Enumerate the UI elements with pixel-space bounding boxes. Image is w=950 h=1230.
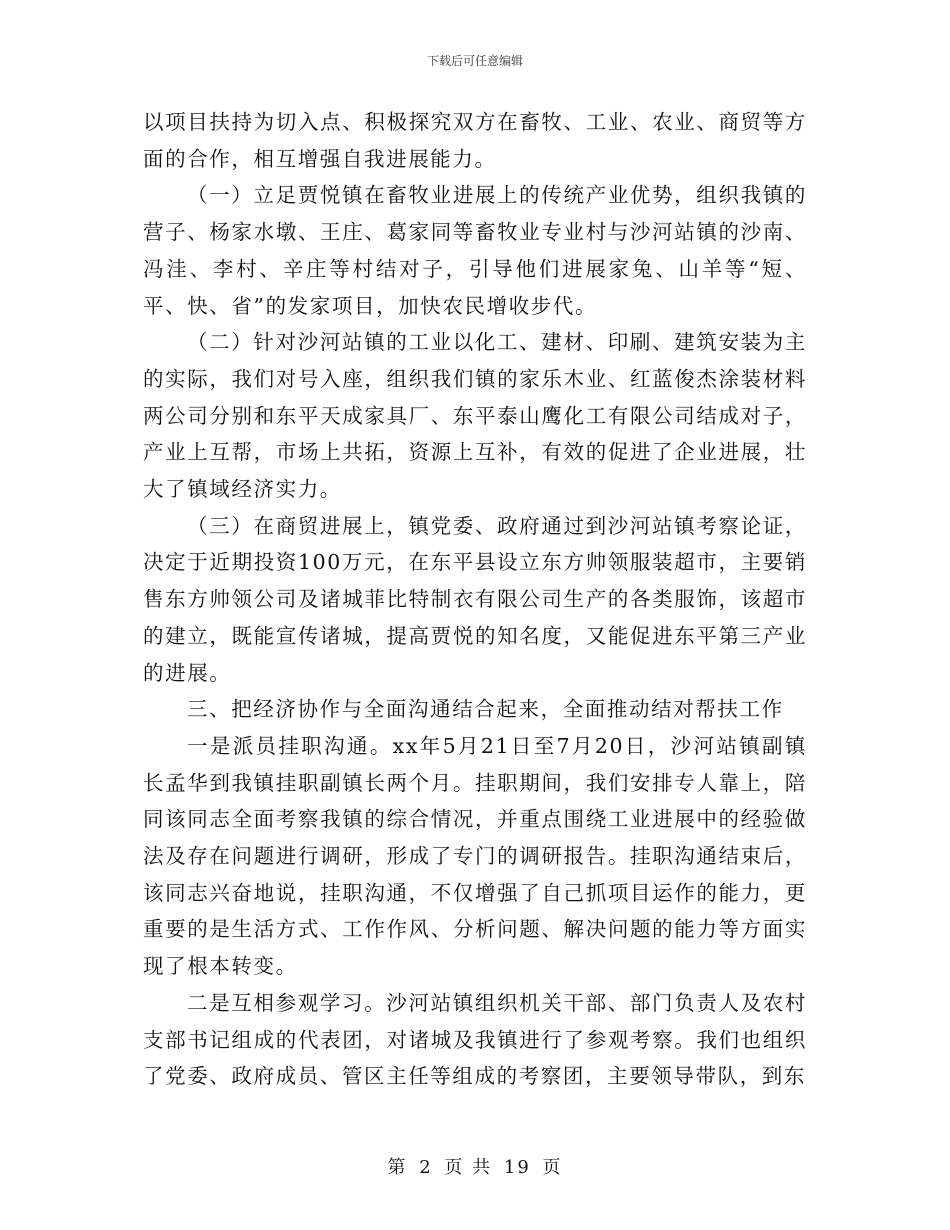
- footer-suffix: 页: [542, 1157, 563, 1178]
- footer-middle: 页 共: [444, 1157, 493, 1178]
- footer-prefix: 第: [387, 1157, 408, 1178]
- paragraph-secondment: 一是派员挂职沟通。xx年5月21日至7月20日，沙河站镇副镇长孟华到我镇挂职副镇长两个月。挂职期间，我们安排专人靠上，陪同该同志全面考察我镇的综合情况，并重点围绕工业进展中的经验做法及存在问题进行调研，形成了专门的调研报告。挂职沟通结束后，该同志兴奋地说，挂职沟通，不仅增强了自己抓项目运作的能力，更重要的是生活方式、工作作风、分析问题、解决问题的能力等方面实现了根本转变。: [143, 733, 807, 979]
- document-body: [143, 104, 807, 1095]
- total-pages: 19: [503, 1157, 531, 1178]
- paragraph-item-3: （三）在商贸进展上，镇党委、政府通过到沙河站镇考察论证，决定于近期投资100万元，在东平县设立东方帅领服装超市，主要销售东方帅领公司及诸城菲比特制衣有限公司生产的各类服饰，该超市的建立，既能宣传诸城，提高贾悦的知名度，又能促进东平第三产业的进展。: [143, 513, 807, 685]
- section-heading-3: 三、把经济协作与全面沟通结合起来，全面推动结对帮扶工作: [187, 697, 784, 722]
- paragraph-intro: 以项目扶持为切入点、积极探究双方在畜牧、工业、农业、商贸等方面的合作，相互增强自我进展能力。: [143, 110, 807, 171]
- paragraph-item-2: （二）针对沙河站镇的工业以化工、建材、印刷、建筑安装为主的实际，我们对号入座，组织我们镇的家乐木业、红蓝俊杰涂装材料两公司分别和东平天成家具厂、东平泰山鹰化工有限公司结成对子，产业上互帮，市场上共拓，资源上互补，有效的促进了企业进展，壮大了镇域经济实力。: [143, 330, 807, 502]
- page-header: 下载后可任意编辑: [426, 54, 523, 68]
- page-footer: [0, 1153, 950, 1179]
- paragraph-mutual-visits: 二是互相参观学习。沙河站镇组织机关干部、部门负责人及农村支部书记组成的代表团，对诸城及我镇进行了参观考察。我们也组织了党委、政府成员、管区主任等组成的考察团，主要领导带队，到东: [143, 990, 807, 1089]
- paragraph-item-1: （一）立足贾悦镇在畜牧业进展上的传统产业优势，组织我镇的营子、杨家水墩、王庄、葛家同等畜牧业专业村与沙河站镇的沙南、冯洼、李村、辛庄等村结对子，引导他们进展家兔、山羊等“短、平、快、省”的发家项目，加快农民增收步代。: [143, 183, 807, 318]
- page-number: 2: [419, 1157, 433, 1178]
